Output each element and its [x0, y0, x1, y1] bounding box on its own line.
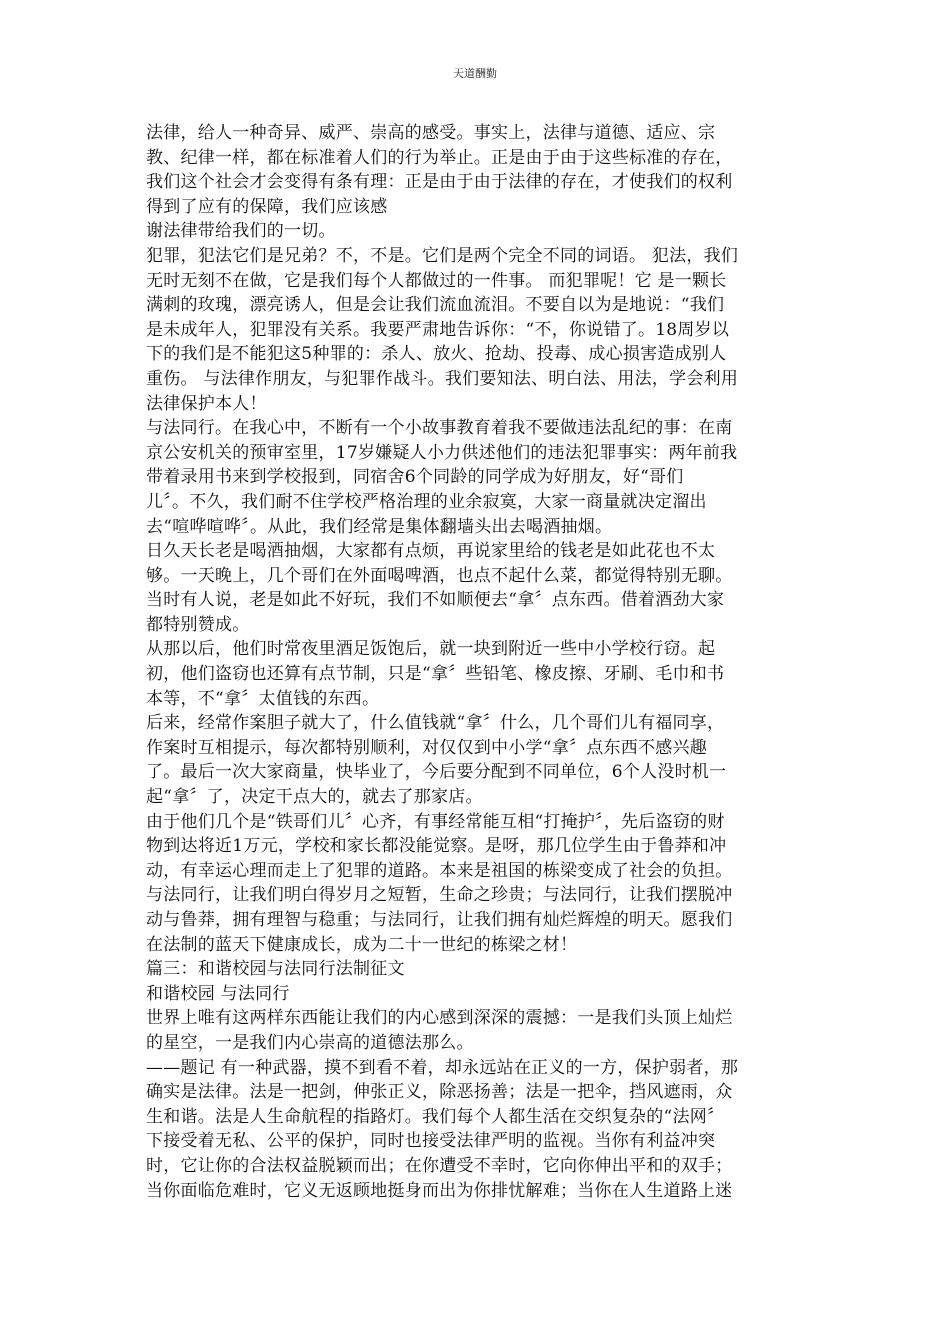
- paragraph-7: 后来，经常作案胆子就大了，什么值钱就“拿〞什么，几个哥们儿有福同享， 作案时互相提示，每次都特别顺利，对仅仅到中小学“拿〞点东西不感兴趣 了。最后一次大家商量，快毕业了，今后要分配到不同单位，6个人没时机一 起“拿〞了，决定干点大的，就去了那家店。: [146, 713, 727, 808]
- document-body: [146, 121, 806, 1203]
- paragraph-5: 日久天长老是喝酒抽烟，大家都有点烦，再说家里给的钱老是如此花也不太 够。一天晚上，几个哥们在外面喝啤酒，也点不起什么菜，都觉得特别无聊。 当时有人说，老是如此不好玩，我们不如顺便去“拿〞点东西。借着酒劲大家 都特别赞成。: [146, 541, 733, 635]
- paragraph-6: 从那以后，他们时常夜里酒足饭饱后，就一块到附近一些中小学校行窃。起 初，他们盗窃也还算有点节制，只是“拿〞些铅笔、橡皮擦、牙刷、毛巾和书 本等，不“拿〞太值钱的东西。: [146, 639, 725, 709]
- paragraph-12: ——题记 有一种武器，摸不到看不着，却永远站在正义的一方，保护弱者，那 确实是法律。法是一把剑，伸张正义，除恶扬善；法是一把伞，挡风遮雨，众 生和谐。法是人生命航程的指路灯。我们每个人都生活在交织复杂的“法网〞 下接受着无私、公平的保护，同时也接受法律严明的监视。当你有利益冲突 时，它让你的合法权益脱颖而出；在你遭受不幸时，它向你伸出平和的双手； 当你面临危难时，它义无返顾地挺身而出为你排忧解难；当你在人生道路上迷: [146, 1057, 739, 1201]
- section-heading: 篇三：和谐校园与法同行法制征文: [146, 959, 405, 980]
- epigraph: 世界上唯有这两样东西能让我们的内心感到深深的震撼：一是我们头顶上灿烂 的星空，一是我们内心崇高的道德法那么。: [146, 1008, 733, 1053]
- page-header: 天道酬勤: [453, 67, 497, 80]
- paragraph-4: 与法同行。在我心中，不断有一个小故事教育着我不要做违法乱纪的事：在南 京公安机关的预审室里，17岁嫌疑人小力供述他们的违法犯罪事实：两年前我 带着录用书来到学校报到，同宿舍6个同龄的同学成为好朋友，好“哥们 儿〞。不久，我们耐不住学校严格治理的业余寂寞，大家一商量就决定溜出 去“喧哗喧哗〞。从此，我们经常是集体翻墙头出去喝酒抽烟。: [146, 418, 738, 537]
- paragraph-2: 谢法律带给我们的一切。: [146, 221, 336, 242]
- paragraph-1: 法律，给人一种奇异、威严、崇高的感受。事实上，法律与道德、适应、宗 教、纪律一样，都在标准着人们的行为举止。正是由于由于这些标准的存在， 我们这个社会才会变得有条有理：正是由于由于法律的存在，才使我们的权利 得到了应有的保障，我们应该感: [146, 123, 733, 217]
- paragraph-3: 犯罪，犯法它们是兄弟？不，不是。它们是两个完全不同的词语。 犯法，我们 无时无刻不在做，它是我们每个人都做过的一件事。 而犯罪呢！它 是一颗长 满刺的玫瑰，漂亮诱人，但是会让我们流血流泪。不要自以为是地说：“我们 是未成年人，犯罪没有关系。我要严肃地告诉你：“不，你说错了。18周岁以 下的我们是不能犯这5种罪的：杀人、放火、抢劫、投毒、成心损害造成别人 重伤。 与法律作朋友，与犯罪作战斗。我们要知法、明白法、用法，学会利用 法律保护本人！: [146, 245, 739, 414]
- essay-title: 和谐校园 与法同行: [146, 983, 290, 1004]
- paragraph-8: 由于他们几个是“铁哥们儿〞心齐，有事经常能互相“打掩护〞，先后盗窃的财 物到达将近1万元，学校和家长都没能觉察。是呀，那几位学生由于鲁莽和冲 动，有幸运心理而走上了犯罪的道路。本来是祖国的栋梁变成了社会的负担。 与法同行，让我们明白得岁月之短暂，生命之珍贵；与法同行，让我们摆脱冲 动与鲁莽，拥有理智与稳重；与法同行，让我们拥有灿烂辉煌的明天。愿我们 在法制的蓝天下健康成长，成为二十一世纪的栋梁之材！: [146, 811, 733, 955]
